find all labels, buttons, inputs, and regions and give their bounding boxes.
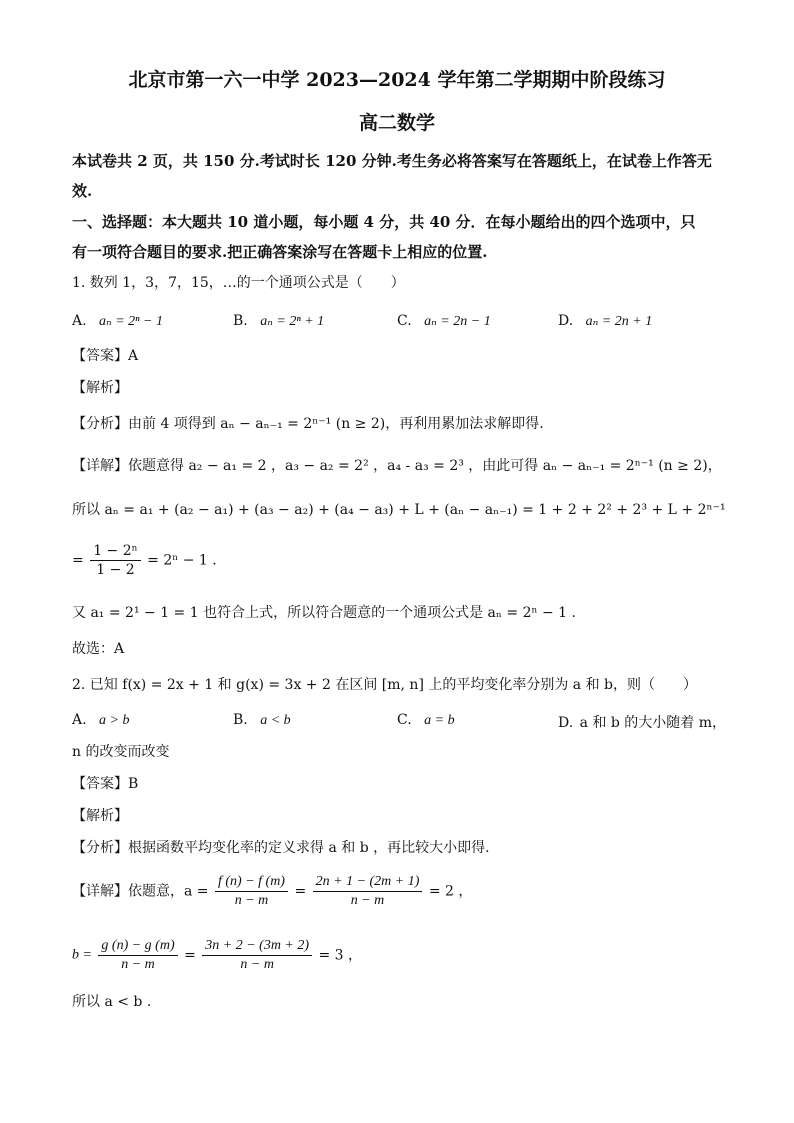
q1-option-a <box>72 313 163 330</box>
q1-detail3-eq: = <box>72 552 84 569</box>
q2-analysis <box>72 838 490 858</box>
q1-option-b-text: aₙ = 2ⁿ + 1 <box>260 314 325 329</box>
q1-analysis-text: 由前 4 项得到 aₙ − aₙ₋₁ = 2ⁿ⁻¹ (n ≥ 2)，再利用累加法求解即得. <box>128 416 544 432</box>
q1-detail-line-2: 所以 aₙ = a₁ + (a₂ − a₁) + (a₃ − a₂) + (a₄ − a₃) + L + (aₙ − aₙ₋₁) = 1 + 2 + 2² + 2³ + L + 2ⁿ⁻¹ <box>72 502 726 518</box>
q2-b-denominator-2: n − m <box>240 957 274 972</box>
q2-a-denominator-1: n − m <box>234 893 269 908</box>
q2-a-eq: = <box>294 883 307 900</box>
q1-sum-fraction <box>90 542 141 579</box>
intro-line-1: 本试卷共 2 页，共 150 分.考试时长 120 分钟.考生务必将答案写在答题纸上，在试卷上作答无 <box>72 152 712 170</box>
q2-option-a-text: a > b <box>99 713 130 728</box>
q1-detail3-rest: = 2ⁿ − 1 . <box>147 552 217 569</box>
q1-answer-value: A <box>128 348 139 364</box>
q1-option-c <box>397 313 491 330</box>
q2-b-numerator-2: 3n + 2 − (3m + 2) <box>202 937 312 956</box>
q2-a-numerator-1: f (n) − f (m) <box>215 873 288 892</box>
q2-detail-tag: 【详解】 <box>72 883 128 900</box>
q2-detail-b <box>72 937 362 974</box>
q2-option-d-label: D. <box>558 715 574 731</box>
q1-option-a-text: aₙ = 2ⁿ − 1 <box>99 314 163 329</box>
q2-option-d-continued: n 的改变而改变 <box>72 744 170 760</box>
q2-answer-tag: 【答案】 <box>72 776 128 792</box>
q1-detail-line-4: 又 a₁ = 2¹ − 1 = 1 也符合上式，所以符合题意的一个通项公式是 aₙ = 2ⁿ − 1 . <box>72 605 576 621</box>
q2-analysis-text: 根据函数平均变化率的定义求得 a 和 b ，再比较大小即得. <box>128 840 490 856</box>
q2-detail-lead: 依题意，a = <box>128 883 209 900</box>
q1-detail-line-3 <box>72 542 217 579</box>
q1-option-d-text: aₙ = 2n + 1 <box>585 314 653 329</box>
q1-sum-numerator: 1 − 2ⁿ <box>90 542 141 561</box>
section-heading-line-1: 一、选择题：本大题共 10 道小题，每小题 4 分，共 40 分．在每小题给出的四个选项中，只 <box>72 213 696 231</box>
q2-detail-a <box>72 873 472 910</box>
q1-option-c-label: C. <box>397 313 412 329</box>
intro-line-2: 效. <box>72 182 93 200</box>
q1-detail-line-1 <box>72 456 722 476</box>
q1-jiexi-tag: 【解析】 <box>72 380 128 396</box>
q2-analysis-tag: 【分析】 <box>72 840 128 856</box>
q2-conclusion: 所以 a < b . <box>72 994 152 1010</box>
q1-option-b-label: B. <box>233 313 248 329</box>
q2-a-result: = 2 ， <box>428 883 473 900</box>
q1-stem: 1. 数列 1，3，7，15，…的一个通项公式是（ ） <box>72 275 405 291</box>
q2-option-c <box>397 712 455 729</box>
q1-sum-denominator: 1 − 2 <box>96 562 135 578</box>
q1-analysis <box>72 414 544 434</box>
q1-analysis-tag: 【分析】 <box>72 416 128 432</box>
q1-option-b <box>233 313 324 330</box>
q2-b-numerator-1: g (n) − g (m) <box>98 937 177 956</box>
q2-option-c-label: C. <box>397 712 412 728</box>
q1-answer-tag: 【答案】 <box>72 348 128 364</box>
q2-answer <box>72 774 138 794</box>
q2-a-denominator-2: n − m <box>350 893 385 908</box>
q1-detail-tag: 【详解】 <box>72 458 128 474</box>
q2-b-fraction-2 <box>202 937 312 974</box>
q1-option-d <box>558 313 652 330</box>
q2-answer-value: B <box>128 776 139 792</box>
q2-option-c-text: a = b <box>424 713 455 728</box>
q2-b-denominator-1: n − m <box>121 957 155 972</box>
q2-option-b-text: a < b <box>260 713 291 728</box>
section-heading-line-2: 有一项符合题目的要求.把正确答案涂写在答题卡上相应的位置. <box>72 243 488 261</box>
page-title: 北京市第一六一中学 2023—2024 学年第二学期期中阶段练习 <box>128 69 666 91</box>
q2-stem: 2. 已知 f(x) = 2x + 1 和 g(x) = 3x + 2 在区间 [m, n] 上的平均变化率分别为 a 和 b，则（ ） <box>72 677 698 693</box>
q1-detail-text-1: 依题意得 a₂ − a₁ = 2 ，a₃ − a₂ = 2² ，a₄ - a₃ = 2³ ，由此可得 aₙ − aₙ₋₁ = 2ⁿ⁻¹ (n ≥ 2)， <box>128 458 722 474</box>
q2-jiexi-tag: 【解析】 <box>72 808 128 824</box>
q1-choose: 故选：A <box>72 641 125 657</box>
q2-b-lead: b = <box>72 947 92 963</box>
q2-option-d-text: a 和 b 的大小随着 m， <box>579 715 727 731</box>
q2-option-a-label: A. <box>72 712 87 728</box>
q2-option-d <box>558 712 726 732</box>
q2-a-numerator-2: 2n + 1 − (2m + 1) <box>313 873 423 892</box>
q2-b-fraction-1 <box>98 937 177 974</box>
q1-option-c-text: aₙ = 2n − 1 <box>424 314 491 329</box>
q2-b-result: = 3 ， <box>318 947 363 964</box>
q1-option-d-label: D. <box>558 313 574 329</box>
q2-a-fraction-1 <box>215 873 288 910</box>
q2-option-b <box>233 712 291 729</box>
page-subtitle: 高二数学 <box>358 112 435 134</box>
q2-b-eq: = <box>184 947 196 964</box>
q1-option-a-label: A. <box>72 313 87 329</box>
q2-option-a <box>72 712 129 729</box>
q1-answer <box>72 346 138 366</box>
q2-option-b-label: B. <box>233 712 248 728</box>
q2-a-fraction-2 <box>313 873 423 910</box>
